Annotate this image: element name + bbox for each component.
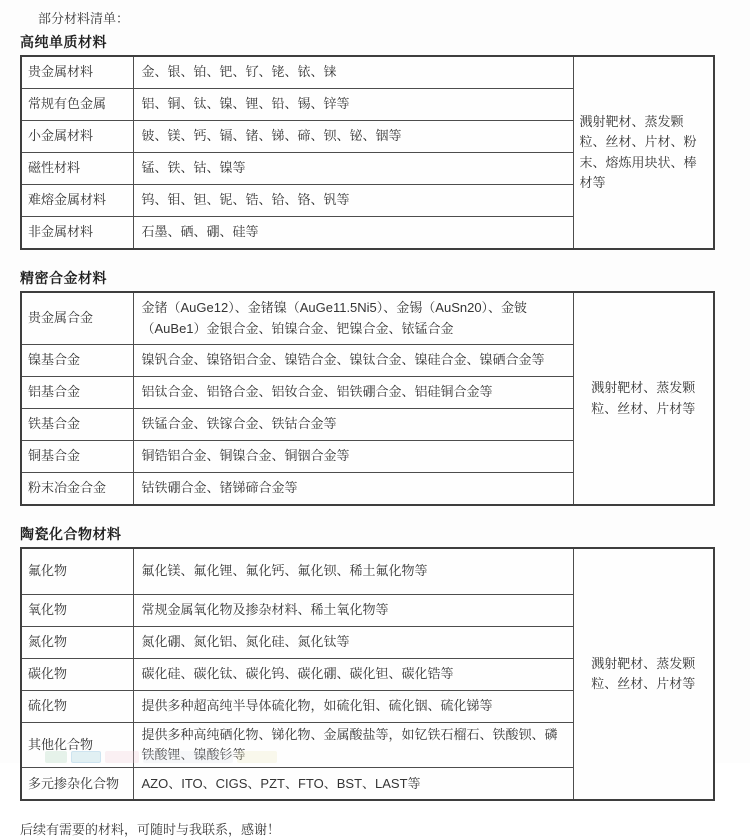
forms-cell: 溅射靶材、蒸发颗粒、丝材、片材等 bbox=[573, 548, 714, 800]
category-cell: 镍基合金 bbox=[21, 345, 133, 377]
category-cell: 碳化物 bbox=[21, 659, 133, 691]
section-precision-alloys bbox=[20, 268, 714, 506]
color-smudge bbox=[143, 751, 233, 763]
color-smudge bbox=[45, 751, 67, 763]
materials-table-ceramics bbox=[20, 547, 715, 801]
category-cell: 硫化物 bbox=[21, 691, 133, 723]
forms-cell: 溅射靶材、蒸发颗粒、丝材、片材、粉末、熔炼用块状、棒材等 bbox=[573, 56, 714, 249]
table-row bbox=[21, 292, 714, 345]
table-row bbox=[21, 56, 714, 89]
items-cell: 常规金属氧化物及掺杂材料、稀土氧化物等 bbox=[133, 595, 573, 627]
items-cell: 金锗（AuGe12）、金锗镍（AuGe11.5Ni5）、金锡（AuSn20）、金铍（AuBe1）金银合金、铂镍合金、钯镍合金、铱锰合金 bbox=[133, 292, 573, 345]
category-cell: 铝基合金 bbox=[21, 377, 133, 409]
items-cell: AZO、ITO、CIGS、PZT、FTO、BST、LAST等 bbox=[133, 768, 573, 801]
items-cell: 提供多种高纯硒化物、锑化物、金属酸盐等，如钇铁石榴石、铁酸钡、磷铁酸锂、镍酸钐等 bbox=[133, 723, 573, 768]
items-cell: 锰、铁、钴、镍等 bbox=[133, 153, 573, 185]
color-smudge bbox=[237, 751, 277, 763]
forms-cell: 溅射靶材、蒸发颗粒、丝材、片材等 bbox=[573, 292, 714, 505]
category-cell: 其他化合物 bbox=[21, 723, 133, 768]
category-cell: 常规有色金属 bbox=[21, 89, 133, 121]
items-cell: 碳化硅、碳化钛、碳化钨、碳化硼、碳化钽、碳化锆等 bbox=[133, 659, 573, 691]
category-cell: 氧化物 bbox=[21, 595, 133, 627]
items-cell: 铝、铜、钛、镍、锂、铅、锡、锌等 bbox=[133, 89, 573, 121]
section-title-ceramics: 陶瓷化合物材料 bbox=[20, 526, 122, 542]
items-cell: 石墨、硒、硼、硅等 bbox=[133, 217, 573, 250]
category-cell: 磁性材料 bbox=[21, 153, 133, 185]
category-cell: 贵金属材料 bbox=[21, 56, 133, 89]
color-smudge bbox=[71, 751, 101, 763]
section-title-alloys: 精密合金材料 bbox=[20, 270, 107, 286]
items-cell: 铍、镁、钙、镉、锗、锑、碲、钡、铋、铟等 bbox=[133, 121, 573, 153]
category-cell: 粉末冶金合金 bbox=[21, 473, 133, 506]
items-cell: 金、银、铂、钯、钌、铑、铱、铼 bbox=[133, 56, 573, 89]
category-cell: 氮化物 bbox=[21, 627, 133, 659]
items-cell: 铁锰合金、铁镓合金、铁钴合金等 bbox=[133, 409, 573, 441]
category-cell: 氟化物 bbox=[21, 548, 133, 595]
items-cell: 铝钛合金、铝铬合金、铝钕合金、铝铁硼合金、铝硅铜合金等 bbox=[133, 377, 573, 409]
materials-table-alloys bbox=[20, 291, 715, 506]
items-cell: 提供多种超高纯半导体硫化物，如硫化钼、硫化铟、硫化锑等 bbox=[133, 691, 573, 723]
color-smudge bbox=[105, 751, 139, 763]
items-cell: 钨、钼、钽、铌、锆、铪、铬、钒等 bbox=[133, 185, 573, 217]
items-cell: 镍钒合金、镍铬铝合金、镍锆合金、镍钛合金、镍硅合金、镍硒合金等 bbox=[133, 345, 573, 377]
cropped-table-fragment bbox=[45, 751, 277, 763]
section-high-purity-elements bbox=[20, 32, 714, 250]
category-cell: 难熔金属材料 bbox=[21, 185, 133, 217]
items-cell: 氟化镁、氟化锂、氟化钙、氟化钡、稀土氟化物等 bbox=[133, 548, 573, 595]
category-cell: 小金属材料 bbox=[21, 121, 133, 153]
footer-note: 后续有需要的材料，可随时与我联系，感谢！ bbox=[20, 822, 281, 838]
category-cell: 非金属材料 bbox=[21, 217, 133, 250]
category-cell: 铜基合金 bbox=[21, 441, 133, 473]
page-title: 部分材料清单： bbox=[38, 11, 130, 26]
materials-table-high-purity bbox=[20, 55, 715, 250]
items-cell: 氮化硼、氮化铝、氮化硅、氮化钛等 bbox=[133, 627, 573, 659]
section-title-high-purity: 高纯单质材料 bbox=[20, 34, 107, 50]
category-cell: 贵金属合金 bbox=[21, 292, 133, 345]
category-cell: 铁基合金 bbox=[21, 409, 133, 441]
items-cell: 钴铁硼合金、锗锑碲合金等 bbox=[133, 473, 573, 506]
category-cell: 多元掺杂化合物 bbox=[21, 768, 133, 801]
items-cell: 铜锆铝合金、铜镍合金、铜铟合金等 bbox=[133, 441, 573, 473]
table-row bbox=[21, 548, 714, 595]
